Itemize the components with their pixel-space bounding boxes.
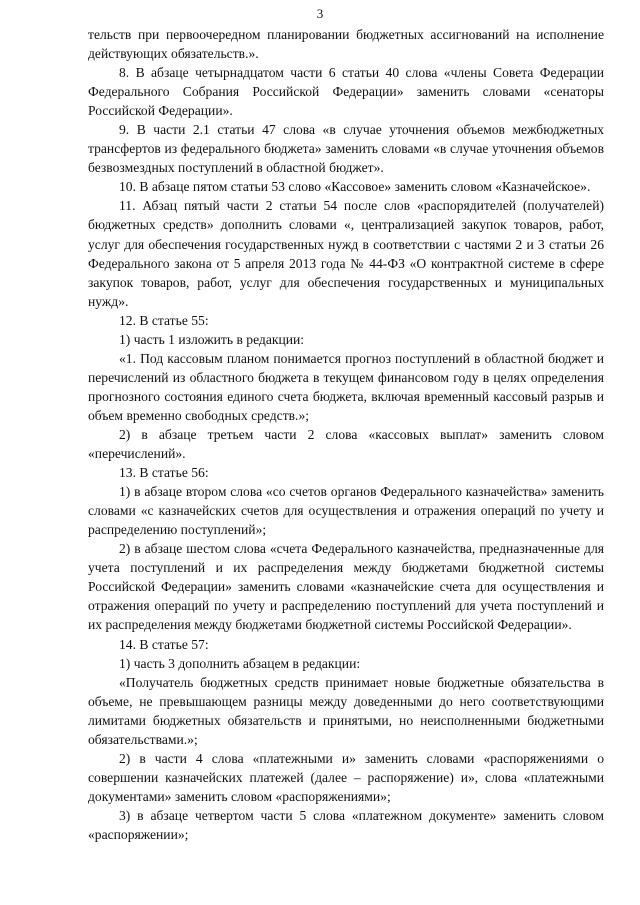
paragraph-item-9: 9. В части 2.1 статьи 47 слова «в случае уточнения объемов межбюджетных трансфертов из федерального бюджета» заменить словами «в случае уточнения объемов безвозмездных поступлений в областной бюджет». bbox=[88, 122, 604, 176]
paragraph-item-8: 8. В абзаце четырнадцатом части 6 статьи 40 слова «члены Совета Федерации Федерального Собрания Российской Федерации» заменить словами «сенаторы Российской Федерации». bbox=[88, 65, 604, 119]
paragraph-14-sub-3: 3) в абзаце четвертом части 5 слова «платежном документе» заменить словом «распоряжении»; bbox=[88, 807, 604, 842]
paragraph-12-quote: «1. Под кассовым планом понимается прогноз поступлений в областной бюджет и перечислений из областного бюджета в текущем финансовом году в целях определения прогнозного состояния единого счета бюджета, включая временный кассовый разрыв и объем временно свободных средств.»; bbox=[88, 350, 604, 423]
paragraph-12-sub-1: 1) часть 1 изложить в редакции: bbox=[119, 331, 305, 347]
paragraph-12-sub-2: 2) в абзаце третьем части 2 слова «кассовых выплат» заменить словом «перечислений». bbox=[88, 426, 604, 462]
document-body bbox=[88, 25, 604, 844]
paragraph-14-quote: «Получатель бюджетных средств принимает новые бюджетные обязательства в объеме, не превышающем разницы между доведенными до него соответствующими лимитами бюджетных обязательств и принятыми, но неисполненными бюджетными обязательствами.»; bbox=[88, 674, 604, 747]
paragraph-13-sub-2: 2) в абзаце шестом слова «счета Федерального казначейства, предназначенные для учета поступлений и их распределения между бюджетами бюджетной системы Российской Федерации» заменить словами «казначейские счета для осуществления и отражения операций по учету и распределению поступлений для учета поступлений и их распределения между бюджетами бюджетной системы Российской Федерации». bbox=[88, 541, 604, 633]
paragraph-item-12: 12. В статье 55: bbox=[119, 312, 209, 328]
paragraph-item-14: 14. В статье 57: bbox=[119, 636, 209, 652]
paragraph-14-sub-1: 1) часть 3 дополнить абзацем в редакции: bbox=[119, 655, 361, 671]
paragraph-item-11: 11. Абзац пятый части 2 статьи 54 после слов «распорядителей (получателей) бюджетных средств» дополнить словами «, централизацией закупок товаров, работ, услуг для обеспечения государственных нужд в соответствии с частями 2 и 3 статьи 26 Федерального закона от 5 апреля 2013 года № 44-ФЗ «О контрактной системе в сфере закупок товаров, работ, услуг для обеспечения государственных и муниципальных нужд». bbox=[88, 198, 604, 309]
page-number: 3 bbox=[316, 6, 324, 21]
paragraph-continuation: тельств при первоочередном планировании бюджетных ассигнований на исполнение действующих обязательств.». bbox=[88, 27, 604, 62]
paragraph-13-sub-1: 1) в абзаце втором слова «со счетов органов Федерального казначейства» заменить словами «с казначейских счетов для осуществления и отражения операций по учету и распределению поступлений»; bbox=[88, 484, 604, 538]
paragraph-item-13: 13. В статье 56: bbox=[119, 465, 209, 481]
paragraph-14-sub-2: 2) в части 4 слова «платежными и» заменить словами «распоряжениями о совершении казначейских платежей (далее – распоряжение) и», слова «платежными документами» заменить словом «распоряжениями»; bbox=[88, 750, 604, 804]
paragraph-item-10: 10. В абзаце пятом статьи 53 слово «Кассовое» заменить словом «Казначейское». bbox=[119, 179, 591, 195]
